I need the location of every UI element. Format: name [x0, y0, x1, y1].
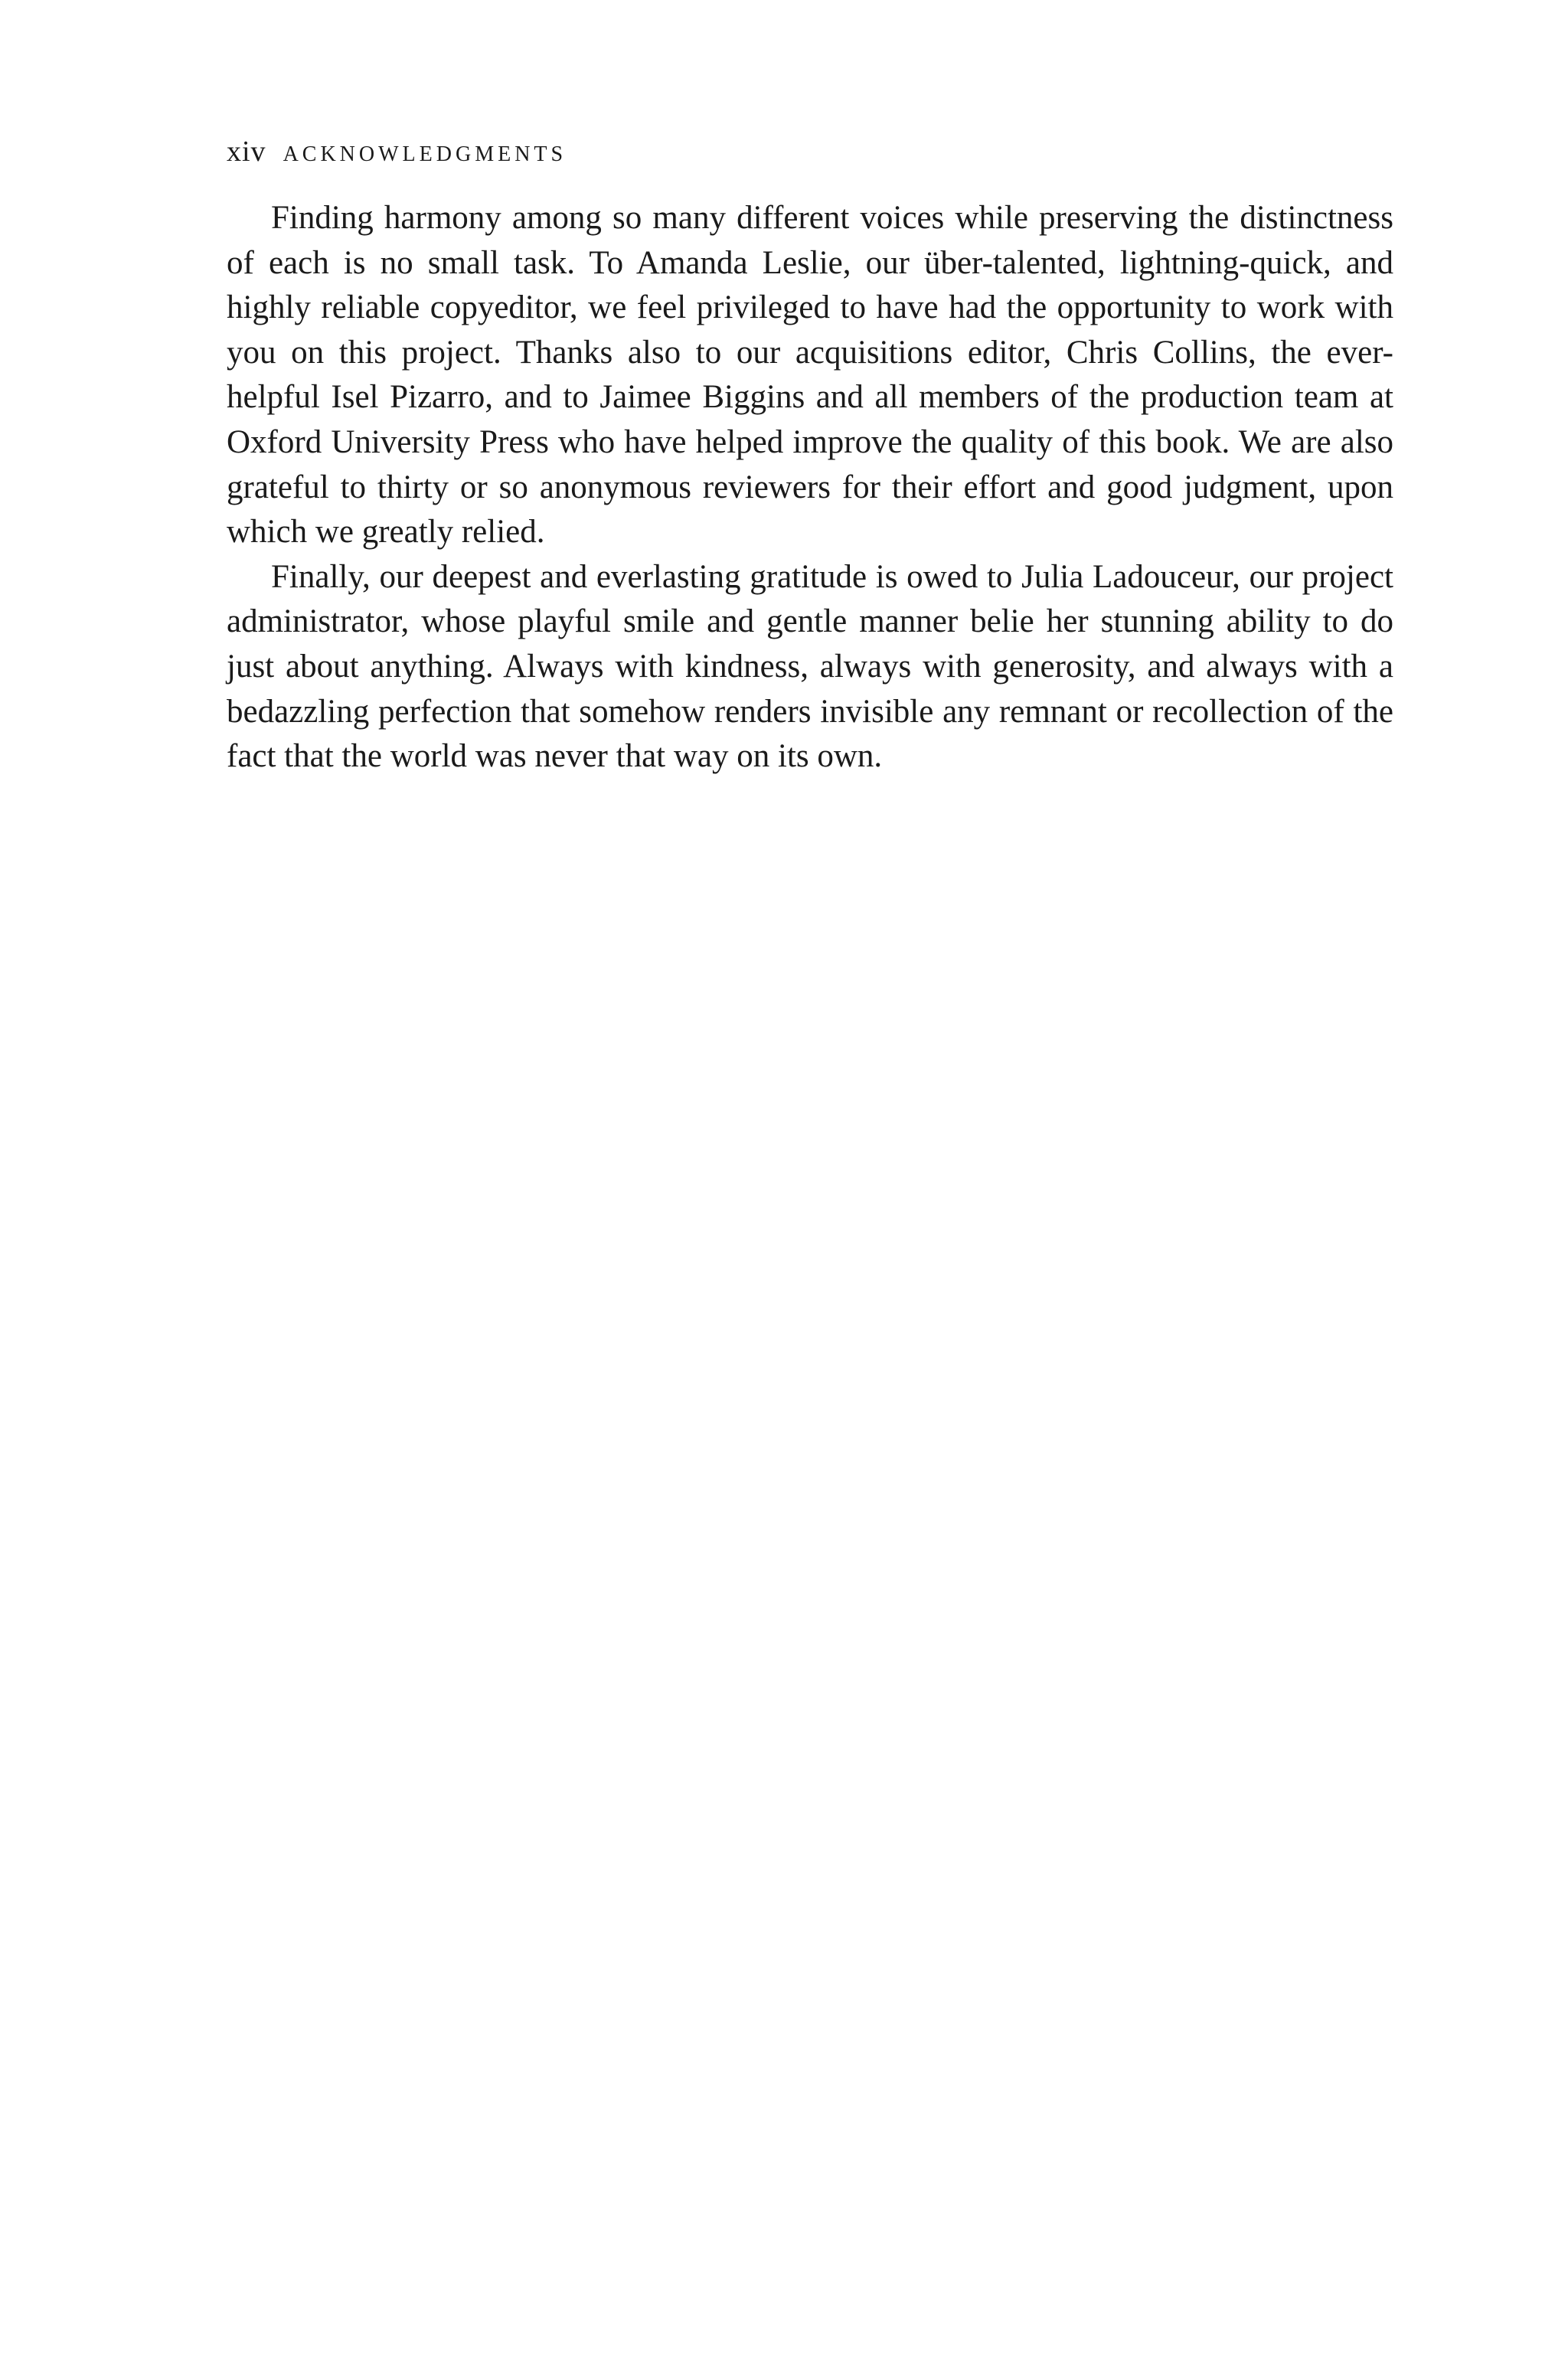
section-title: ACKNOWLEDGMENTS: [283, 142, 567, 166]
running-head: [227, 135, 567, 168]
body-text: [227, 196, 1393, 779]
paragraph: Finally, our deepest and everlasting gratitude is owed to Julia Ladouceur, our project administrator, whose playful smile and gentle manner belie her stunning ability to do just about anything. Always with kindness, always with generosity, and always with a bedazzling perfection that somehow renders invisible any remnant or recollection of the fact that the world was never that way on its own.: [227, 558, 1393, 775]
page-number: xiv: [227, 136, 266, 168]
paragraph: Finding harmony among so many different voices while preserving the distinctness of each is no small task. To Amanda Leslie, our über-talented, lightning-quick, and highly reliable copyeditor, we feel privileged to have had the opportunity to work with you on this project. Thanks also to our acquisitions editor, Chris Collins, the ever-helpful Isel Pizarro, and to Jaimee Biggins and all members of the production team at Oxford University Press who have helped improve the quality of this book. We are also grateful to thirty or so anonymous reviewers for their effort and good judgment, upon which we greatly relied.: [227, 200, 1393, 551]
